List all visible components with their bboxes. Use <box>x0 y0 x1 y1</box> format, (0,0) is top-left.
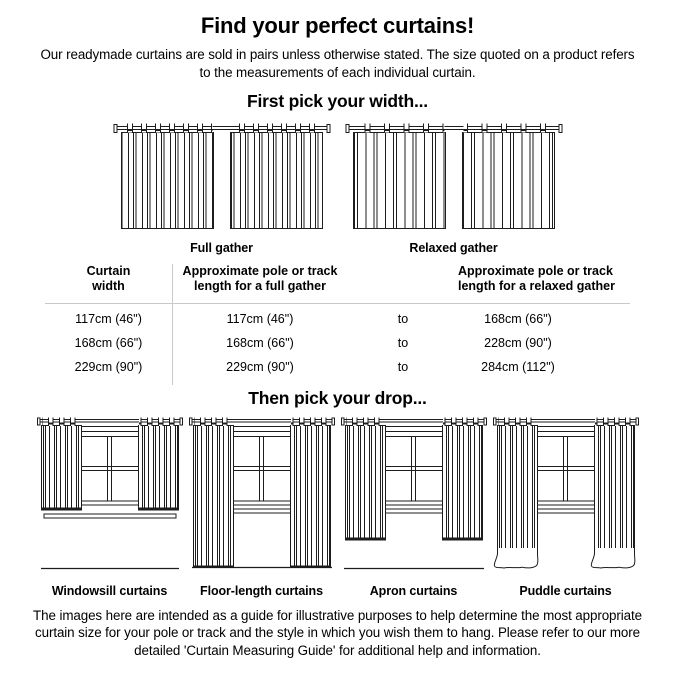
relaxed-gather-curtains-icon <box>345 121 563 234</box>
table-header-row <box>45 264 630 304</box>
caption-windowsill-curtains: Windowsill curtains <box>51 583 168 598</box>
puddle-curtains-icon <box>493 415 639 577</box>
floor-length-curtains-icon <box>189 415 335 577</box>
caption-puddle-curtains: Puddle curtains <box>519 583 612 598</box>
figure-full-gather <box>113 121 331 255</box>
caption-full-gather: Full gather <box>190 240 253 255</box>
cell-to: to <box>397 335 409 350</box>
cell-full-gather-length: 168cm (66") <box>226 335 294 350</box>
cell-relaxed-gather-length: 228cm (90") <box>484 335 552 350</box>
width-section-heading: First pick your width... <box>247 90 428 111</box>
drop-section-heading: Then pick your drop... <box>248 387 427 408</box>
column-header-end-spacer <box>578 264 630 295</box>
size-table <box>45 264 630 379</box>
full-gather-curtains-icon <box>113 121 331 234</box>
column-header-full-gather: Approximate pole or track length for a full gather <box>182 263 338 294</box>
cell-relaxed-gather-length: 284cm (112") <box>481 359 555 374</box>
table-row <box>45 331 630 355</box>
cell-end-spacer <box>578 355 630 379</box>
cell-to: to <box>397 359 409 374</box>
page-title: Find your perfect curtains! <box>200 13 475 38</box>
caption-relaxed-gather: Relaxed gather <box>409 240 498 255</box>
windowsill-curtains-icon <box>37 415 183 577</box>
figure-windowsill-curtains <box>37 415 183 598</box>
cell-end-spacer <box>578 307 630 331</box>
cell-end-spacer <box>578 331 630 355</box>
figure-floor-length-curtains <box>189 415 335 598</box>
cell-to: to <box>397 311 409 326</box>
caption-apron-curtains: Apron curtains <box>369 583 458 598</box>
table-row <box>45 355 630 379</box>
footer-note: The images here are intended as a guide for illustrative purposes to help determine the most appropriate curtain size for your pole or track and the style in which you wish them to hang. Please refer to our more detailed 'Curtain Measuring Guide' for additional help and information. <box>33 607 642 659</box>
apron-curtains-icon <box>341 415 487 577</box>
cell-full-gather-length: 117cm (46") <box>226 311 294 326</box>
table-row <box>45 307 630 331</box>
cell-curtain-width: 117cm (46") <box>75 311 142 326</box>
column-header-spacer <box>348 264 458 295</box>
figure-puddle-curtains <box>493 415 639 598</box>
figure-apron-curtains <box>341 415 487 598</box>
page-subtitle: Our readymade curtains are sold in pairs unless otherwise stated. The size quoted on a product refers to the measurements of each individual curtain. <box>40 47 635 80</box>
column-header-relaxed-gather: Approximate pole or track length for a relaxed gather <box>458 263 615 294</box>
table-body <box>45 304 630 379</box>
cell-full-gather-length: 229cm (90") <box>226 359 294 374</box>
width-figures-row <box>0 121 675 255</box>
column-header-curtain-width: Curtain width <box>86 263 131 294</box>
cell-curtain-width: 168cm (66") <box>74 335 143 350</box>
figure-relaxed-gather <box>345 121 563 255</box>
cell-relaxed-gather-length: 168cm (66") <box>484 311 552 326</box>
table-column-divider <box>172 264 173 385</box>
drop-figures-row <box>37 415 639 598</box>
cell-curtain-width: 229cm (90") <box>74 359 143 374</box>
caption-floor-length-curtains: Floor-length curtains <box>200 583 323 598</box>
